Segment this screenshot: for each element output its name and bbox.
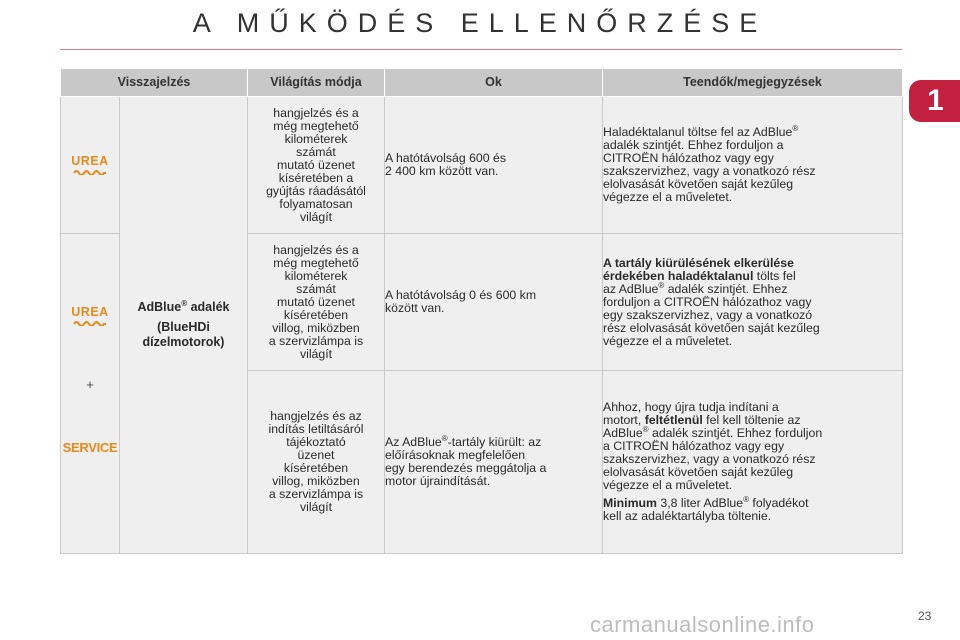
table-row — [61, 97, 903, 234]
column-header-indicator: Visszajelzés — [61, 69, 248, 97]
urea-warning-icon — [71, 306, 108, 326]
note-text-line: végezze el a műveletet. — [603, 190, 733, 204]
note-text-line: végezze el a műveletet. — [603, 478, 733, 492]
mode-text-line: hangjelzés és a — [273, 105, 359, 120]
cause-cell — [385, 97, 603, 234]
urea-icon-label: UREA — [71, 305, 109, 319]
mode-text-line: világít — [299, 346, 333, 361]
mode-text-line: folyamatosan — [279, 196, 353, 211]
note-text-line: forduljon a CITROËN hálózathoz vagy — [603, 294, 812, 309]
note-text-line: elolvasását követően saját kezűleg — [603, 465, 794, 479]
note-text-line: kell az adaléktartályba töltenie. — [603, 509, 772, 523]
subject-cell — [120, 97, 248, 554]
note-paragraph — [603, 494, 902, 523]
note-text: adalék szintjét. Ehhez forduljon — [648, 426, 823, 440]
mode-text-line: hangjelzés és a — [273, 242, 359, 257]
plus-sign: + — [86, 377, 94, 392]
mode-text-line: kíséretében a — [278, 170, 354, 185]
table-header-row — [61, 69, 903, 97]
note-text-line: szakszervizhez, vagy a vonatkozó rész — [603, 452, 816, 466]
note-paragraph — [603, 401, 902, 492]
note-text-line: szakszervizhez, vagy a vonatkozó rész — [603, 164, 816, 178]
mode-text-line: villog, miközben — [272, 320, 360, 335]
mode-text-line: mutató üzenet — [277, 294, 355, 309]
note-text-line: adalék szintjét. Ehhez forduljon a — [603, 138, 784, 152]
registered-mark: ® — [792, 123, 799, 133]
mode-text-line: a szervizlámpa is — [268, 487, 364, 501]
note-text: az AdBlue — [603, 281, 659, 296]
note-text: adalék szintjét. Ehhez — [664, 281, 788, 296]
mode-text-line: villog, miközben — [272, 474, 360, 488]
column-header-notes: Teendők/megjegyzések — [603, 69, 903, 97]
lighting-mode-cell — [248, 371, 385, 554]
mode-text-line: kilométerek — [284, 131, 348, 146]
urea-wave-icon — [73, 320, 107, 326]
chapter-tab: 1 — [909, 80, 960, 122]
cause-cell — [385, 371, 603, 554]
urea-icon-label: UREA — [71, 154, 109, 168]
note-bold-line: A tartály kiürülésének elkerülése — [603, 255, 794, 270]
notes-cell — [603, 234, 903, 371]
subject-line1b: adalék — [187, 300, 230, 314]
cause-text: -tartály kiürült: az — [447, 435, 542, 449]
watermark: carmanualsonline.info — [590, 612, 815, 637]
service-warning-icon: SERVICE — [62, 440, 118, 455]
note-text-line: egy szakszervizhez, vagy a vonatkozó — [603, 307, 813, 322]
column-header-mode: Világítás módja — [248, 69, 385, 97]
mode-text-line: még megtehető — [273, 255, 359, 270]
note-text-line: Ahhoz, hogy újra tudja indítani a — [603, 400, 779, 414]
note-bold-text: Minimum — [603, 496, 657, 510]
mode-text-line: tájékoztató — [286, 435, 346, 449]
note-text: tölts fel — [753, 268, 796, 283]
note-text-line: elolvasását követően saját kezűleg — [603, 177, 794, 191]
note-text-line: végezze el a műveletet. — [603, 333, 733, 348]
note-text: 3,8 liter AdBlue — [656, 496, 744, 510]
cause-text-line: előírásoknak megfelelően — [385, 448, 526, 462]
subject-line2: (BlueHDi — [157, 320, 210, 334]
lighting-mode-cell — [248, 234, 385, 371]
cause-text-line: motor újraindítását. — [385, 474, 491, 488]
lighting-mode-cell — [248, 97, 385, 234]
symbol-cell — [61, 97, 120, 234]
cause-text-line: A hatótávolság 0 és 600 km — [385, 288, 537, 302]
note-text: Haladéktalanul töltse fel az AdBlue — [603, 125, 793, 139]
note-text: folyadékot — [749, 496, 809, 510]
mode-text-line: gyújtás ráadásától — [266, 183, 366, 198]
notes-cell — [603, 97, 903, 234]
mode-text-line: világít — [299, 209, 333, 224]
mode-text-line: kíséretében — [283, 307, 349, 322]
registered-mark: ® — [181, 298, 188, 308]
note-text: fel kell töltenie az — [702, 413, 801, 427]
note-bold-text: feltétlenül — [644, 413, 703, 427]
urea-wave-icon — [73, 169, 107, 175]
mode-text-line: a szervizlámpa is — [268, 333, 364, 348]
note-text-line: CITROËN hálózathoz vagy egy — [603, 151, 774, 165]
subject-line3: dízelmotorok) — [142, 335, 225, 349]
registered-mark: ® — [658, 280, 665, 290]
cause-text-line: között van. — [385, 301, 445, 315]
warning-light-table — [60, 68, 903, 554]
page-title: A MŰKÖDÉS ELLENŐRZÉSE — [192, 8, 768, 38]
registered-mark: ® — [441, 433, 448, 443]
subject-line1: AdBlue — [137, 300, 182, 314]
cause-text-line: A hatótávolság 600 és — [385, 151, 507, 165]
registered-mark: ® — [642, 424, 649, 434]
mode-text-line: mutató üzenet — [277, 157, 355, 172]
registered-mark: ® — [743, 494, 750, 504]
note-text: motort, — [603, 413, 645, 427]
column-header-cause: Ok — [385, 69, 603, 97]
note-text-line: a CITROËN hálózathoz vagy egy — [603, 439, 785, 453]
mode-text-line: kilométerek — [284, 268, 348, 283]
cause-text-line: egy berendezés meggátolja a — [385, 461, 547, 475]
cause-cell — [385, 234, 603, 371]
mode-text-line: indítás letiltásáról — [268, 422, 364, 436]
cause-text: Az AdBlue — [385, 435, 442, 449]
mode-text-line: kíséretében — [283, 461, 349, 475]
mode-text-line: világít — [299, 500, 333, 514]
mode-text-line: számát — [296, 281, 336, 296]
note-text-line: rész elolvasását követően saját kezűleg — [603, 320, 820, 335]
mode-text-line: számát — [296, 144, 336, 159]
urea-warning-icon — [71, 155, 108, 175]
note-bold-line: érdekében haladéktalanul — [603, 268, 754, 283]
title-rule — [60, 49, 902, 50]
mode-text-line: üzenet — [297, 448, 335, 462]
symbol-cell — [61, 234, 120, 554]
mode-text-line: hangjelzés és az — [270, 409, 362, 423]
notes-cell — [603, 371, 903, 554]
note-text: AdBlue — [603, 426, 643, 440]
page-number: 23 — [918, 609, 932, 623]
mode-text-line: még megtehető — [273, 118, 359, 133]
cause-text-line: 2 400 km között van. — [385, 164, 499, 178]
